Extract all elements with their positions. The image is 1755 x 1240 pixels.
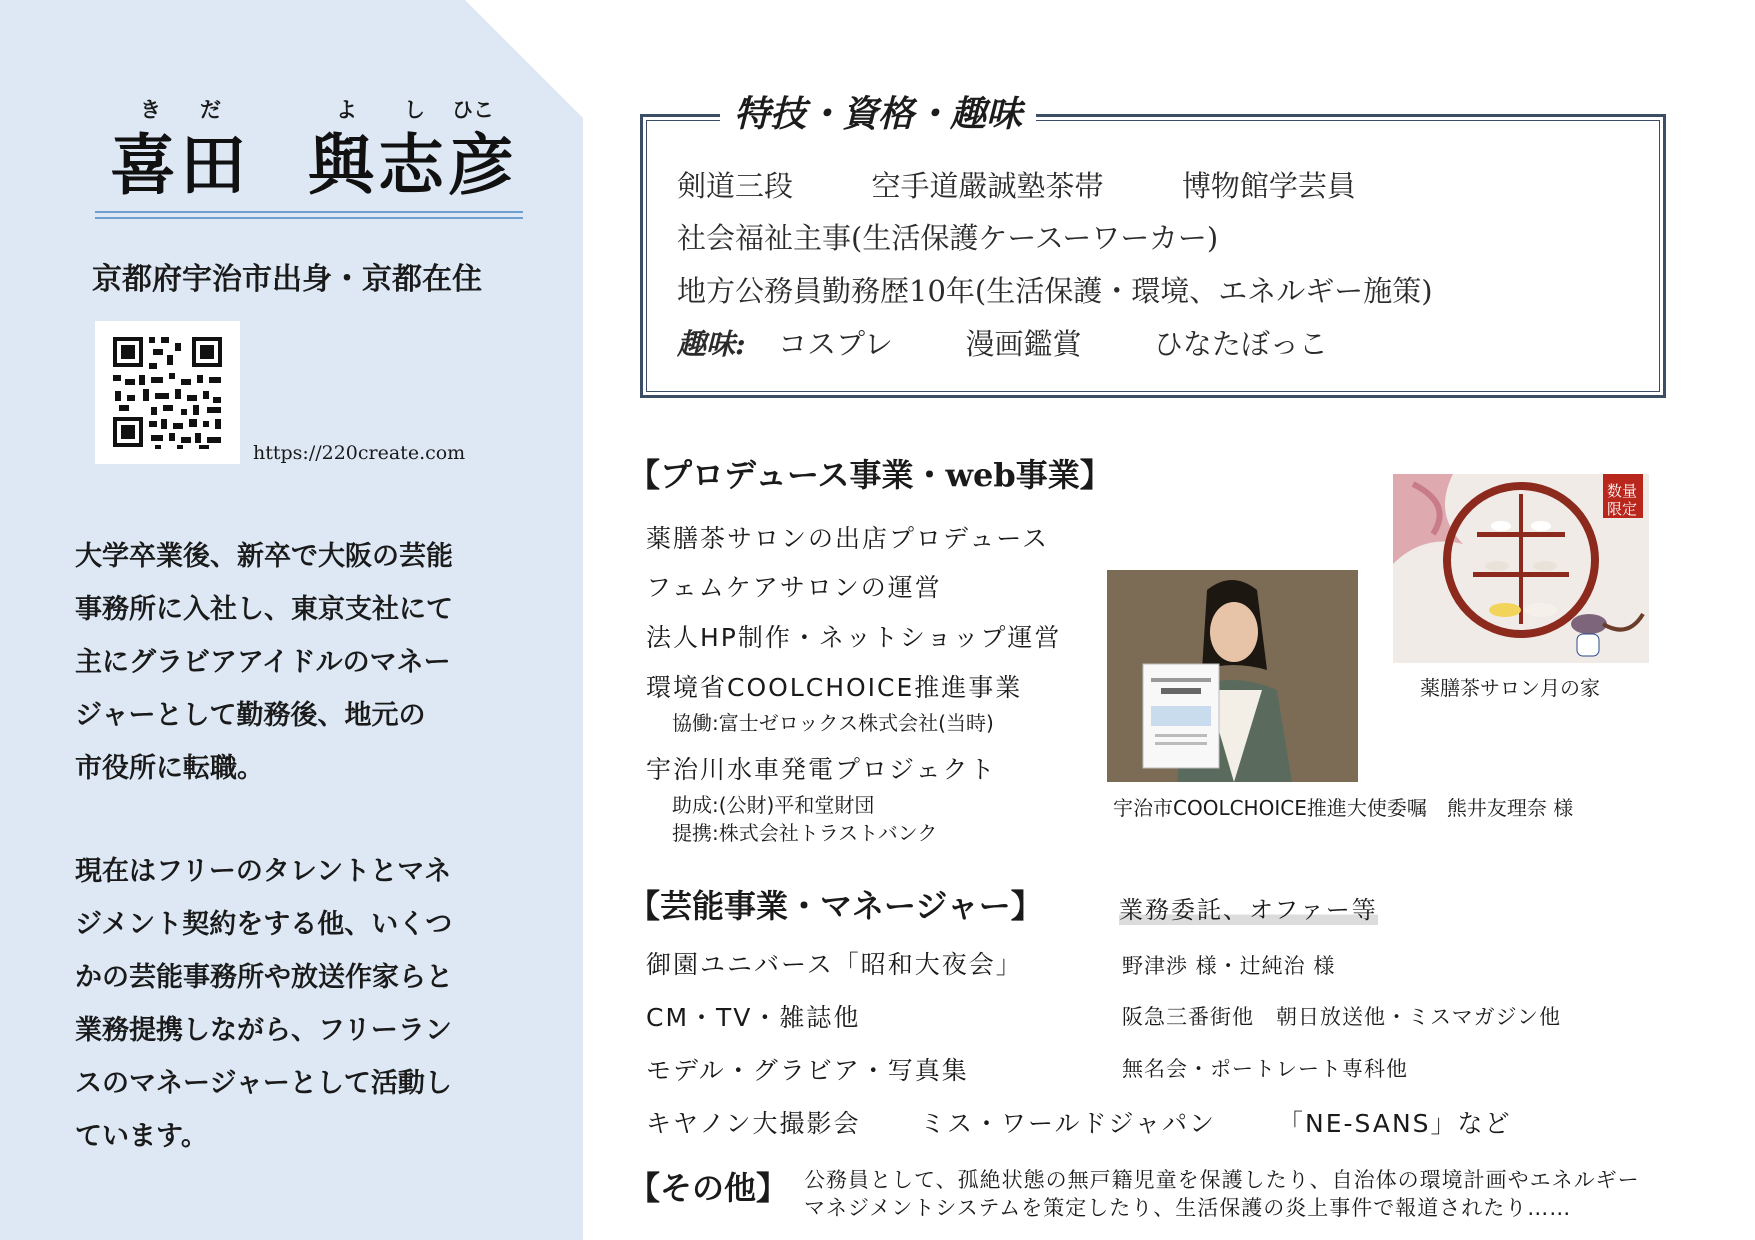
furigana-yo: よ — [336, 97, 357, 122]
geino-left-2: CM・TV・雑誌他 — [646, 1003, 861, 1032]
geino-right-3: 無名会・ポートレート専科他 — [1122, 1057, 1408, 1081]
bio2-line: 業務提携しながら、フリーラン — [75, 1015, 452, 1046]
other-line-1: 公務員として、孤絶状態の無戸籍児童を保護したり、自治体の環境計画やエネルギー — [804, 1168, 1640, 1192]
skills-line-1 — [677, 164, 1356, 205]
bio1-line: 主にグラビアアイドルのマネー — [75, 647, 451, 678]
bio1-line: ジャーとして勤務後、地元の — [75, 700, 426, 731]
origin-text: 京都府宇治市出身・京都在住 — [92, 262, 482, 297]
hobby-manga: 漫画鑑賞 — [965, 327, 1082, 361]
hobby-label: 趣味: — [677, 327, 746, 361]
bio2-line: ています。 — [75, 1121, 208, 1152]
limited-badge: 数量限定 — [1606, 482, 1637, 518]
geino-left-3: モデル・グラビア・写真集 — [646, 1056, 969, 1085]
produce-section-title: 【プロデュース事業・web事業】 — [628, 456, 1112, 494]
hobby-sunbathing: ひなたぼっこ — [1153, 327, 1328, 361]
other-section-title: 【その他】 — [628, 1169, 789, 1207]
hobby-cosplay: コスプレ — [778, 327, 893, 361]
produce-item-4: 環境省COOLCHOICE推進事業 — [646, 673, 1023, 702]
skills-title: 特技・資格・趣味 — [720, 86, 1036, 137]
name-underline-bottom — [95, 217, 523, 219]
bio1-line: 事務所に入社し、東京支社にて — [75, 594, 453, 625]
skills-hobbies-line — [677, 322, 1328, 363]
ambassador-caption: 宇治市COOLCHOICE推進大使委嘱 熊井友理奈 様 — [1113, 796, 1574, 820]
produce-item-2: フェムケアサロンの運営 — [646, 573, 942, 602]
given-name: 與志彦 — [308, 126, 518, 204]
skills-line-3: 地方公務員勤務歴10年(生活保護・環境、エネルギー施策) — [677, 274, 1433, 308]
produce-item-1: 薬膳茶サロンの出店プロデュース — [646, 524, 1050, 553]
geino-right-2: 阪急三番街他 朝日放送他・ミスマガジン他 — [1122, 1005, 1562, 1029]
geino-last-1: キヤノン大撮影会 — [646, 1109, 861, 1138]
skill-curator: 博物館学芸員 — [1181, 169, 1356, 203]
bio2-line: 現在はフリーのタレントとマネ — [75, 856, 452, 887]
geino-subtitle: 業務委託、オファー等 — [1119, 890, 1378, 925]
produce-sub-3: 提携:株式会社トラストバンク — [672, 821, 938, 845]
skill-karate: 空手道嚴誠塾茶帯 — [871, 169, 1104, 203]
ambassador-photo — [1107, 570, 1358, 782]
furigana-hiko: ひこ — [452, 97, 494, 122]
produce-item-3: 法人HP制作・ネットショップ運営 — [646, 623, 1062, 652]
furigana-ki: き — [140, 97, 161, 122]
tea-salon-caption: 薬膳茶サロン月の家 — [1420, 676, 1600, 700]
skill-kendo: 剣道三段 — [677, 169, 794, 203]
bio1-line: 大学卒業後、新卒で大阪の芸能 — [75, 541, 453, 572]
other-text — [804, 1166, 1640, 1222]
geino-section-title: 【芸能事業・マネージャー】 — [628, 887, 1043, 925]
bio-paragraph-2 — [75, 845, 495, 1163]
geino-last-3: 「NE-SANS」など — [1278, 1109, 1512, 1138]
geino-right-1: 野津渉 様・辻純治 様 — [1122, 954, 1336, 978]
produce-sub-1: 協働:富士ゼロックス株式会社(当時) — [672, 711, 994, 735]
produce-sub-2: 助成:(公財)平和堂財団 — [672, 793, 875, 817]
geino-left-1: 御園ユニバース「昭和大夜会」 — [646, 950, 1023, 979]
name-underline-top — [95, 211, 523, 213]
other-line-2: マネジメントシステムを策定したり、生活保護の炎上事件で報道されたり…… — [804, 1196, 1572, 1220]
qr-code-icon[interactable] — [95, 321, 240, 464]
surname: 喜田 — [110, 126, 250, 204]
website-url[interactable]: https://220create.com — [253, 442, 466, 464]
geino-last-2: ミス・ワールドジャパン — [920, 1109, 1217, 1138]
furigana-shi: し — [404, 97, 425, 122]
bio-paragraph-1 — [75, 530, 495, 795]
bio2-line: ジメント契約をする他、いくつ — [75, 909, 453, 940]
skills-line-2: 社会福祉主事(生活保護ケースーワーカー) — [677, 221, 1219, 255]
furigana-da: だ — [200, 97, 221, 122]
bio1-line: 市役所に転職。 — [75, 753, 264, 784]
bio2-line: かの芸能事務所や放送作家らと — [75, 962, 453, 993]
produce-item-5: 宇治川水車発電プロジェクト — [646, 755, 997, 784]
bio2-line: スのマネージャーとして活動し — [75, 1068, 452, 1099]
